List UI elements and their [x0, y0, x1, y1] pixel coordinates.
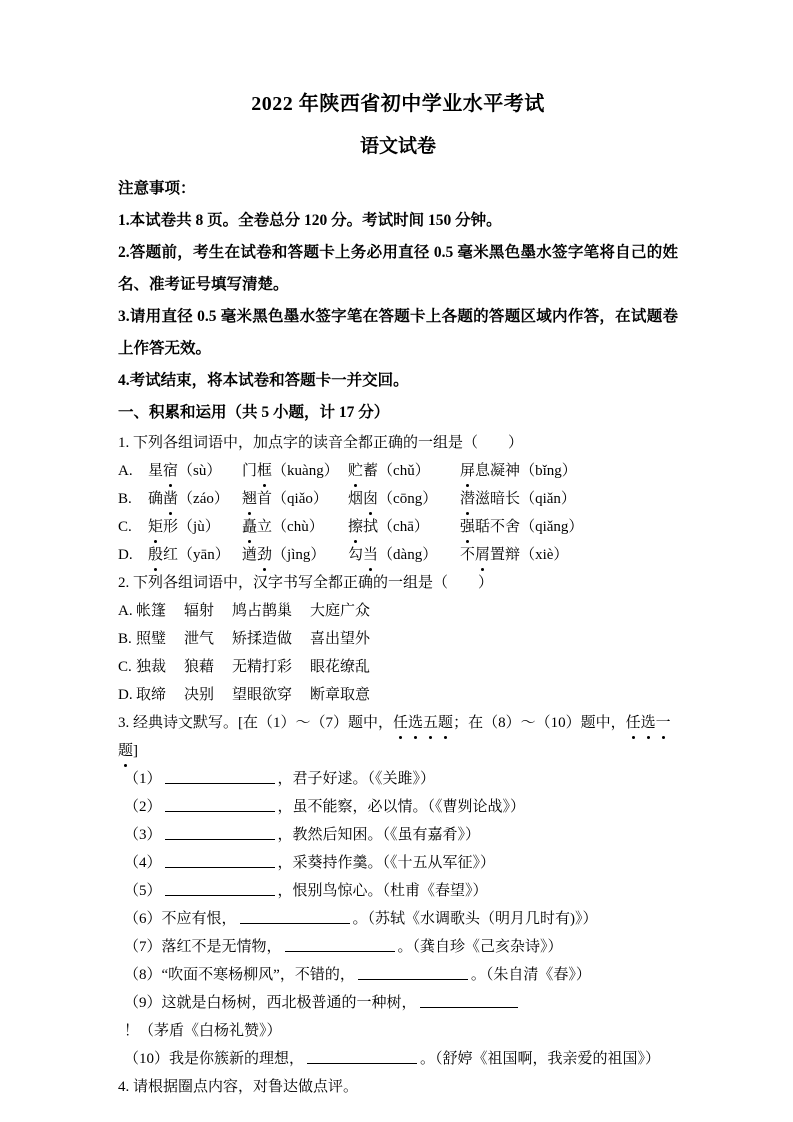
answer-blank: [165, 853, 275, 868]
q3-lines: [118, 765, 678, 1073]
pinyin: （dàng）: [378, 547, 438, 563]
section1-heading: 一、积累和运用（共 5 小题，计 17 分）: [118, 404, 390, 421]
q3-line: [124, 989, 678, 1045]
pinyin: （sù）: [178, 463, 222, 479]
q3-line-post: ，采葵持作羹。（《十五从军征》）: [277, 855, 496, 871]
q3-line-number: （4）: [124, 855, 162, 871]
q3-line: [124, 821, 678, 849]
notice-item-1: 1.本试卷共 8 页。全卷总分 120 分。考试时间 150 分钟。: [118, 212, 502, 229]
q3-line-number: （10）: [124, 1051, 170, 1067]
q3-line-number: （9）: [124, 995, 162, 1011]
q1-options: [118, 457, 678, 569]
q2-word-item: 泄气: [184, 631, 215, 647]
q3-line-post: ，教然后知困。（《虽有嘉肴》）: [277, 827, 481, 843]
q1-word-item: 贮蓄（chǔ）: [348, 457, 460, 485]
q2-options: [118, 597, 678, 709]
q3-line-number: （5）: [124, 883, 162, 899]
answer-blank: [285, 937, 395, 952]
q1-option-row: [118, 485, 678, 513]
answer-blank: [240, 909, 350, 924]
q2-word-item: 辐射: [184, 603, 215, 619]
pinyin: （jìng）: [272, 547, 326, 563]
q1-word-item: 翘首（qiǎo）: [242, 485, 348, 513]
answer-blank: [165, 881, 275, 896]
pinyin: （jù）: [178, 519, 220, 535]
notice-item-4: 4.考试结束，将本试卷和答题卡一并交回。: [118, 372, 409, 389]
q2-word-item: 望眼欲穿: [232, 687, 293, 703]
q2-word-item: 眼花缭乱: [310, 659, 371, 675]
q1-word-item: 殷红（yān）: [148, 541, 242, 569]
q1-word-item: 强聒不舍（qiǎng）: [460, 513, 678, 541]
pinyin: （qiǎng）: [520, 519, 584, 535]
q3-line-post: ，恨别鸟惊心。（杜甫《春望》）: [277, 883, 488, 899]
page-title: 2022 年陕西省初中学业水平考试: [251, 93, 545, 115]
option-label: A.: [118, 603, 133, 619]
q2-word-item: 照璧: [136, 631, 167, 647]
q2-option-row: [118, 597, 678, 625]
q3-line: [124, 765, 678, 793]
q2-word-item: 决别: [184, 687, 215, 703]
option-label: B.: [118, 631, 132, 647]
pinyin: （kuàng）: [272, 463, 339, 479]
q2-option-row: [118, 625, 678, 653]
q3-line-pre: 这就是白杨树，西北极普通的一种树，: [161, 995, 417, 1011]
pinyin: （qiǎo）: [272, 491, 328, 507]
q3-line-pre: “吹面不寒杨柳风”，不错的，: [161, 967, 355, 983]
q1-word-item: 屏息凝神（bǐng）: [460, 457, 678, 485]
q3-line: [124, 905, 678, 933]
pinyin: （xiè）: [520, 547, 569, 563]
q3-line-number: （2）: [124, 799, 162, 815]
pinyin: （chǔ）: [378, 463, 430, 479]
q1-stem: 1. 下列各组词语中，加点字的读音全都正确的一组是（ ）: [118, 435, 524, 451]
pinyin: （cōng）: [378, 491, 438, 507]
option-label: D.: [118, 547, 133, 563]
option-label: C.: [118, 659, 132, 675]
q1-word-item: 勾当（dàng）: [348, 541, 460, 569]
q2-word-item: 无精打彩: [232, 659, 293, 675]
answer-blank: [165, 797, 275, 812]
q3-line: [124, 933, 678, 961]
q1-option-row: [118, 541, 678, 569]
pinyin: （chā）: [378, 519, 429, 535]
option-label: B.: [118, 491, 132, 507]
q2-word-item: 帐篷: [136, 603, 167, 619]
q3-line: [124, 877, 678, 905]
q1-word-item: 确凿（záo）: [148, 485, 242, 513]
q3-line: [124, 849, 678, 877]
notice-heading: 注意事项：: [118, 180, 196, 197]
q2-stem: 2. 下列各组词语中，汉字书写全都正确的一组是（ ）: [118, 575, 494, 591]
pinyin: （yān）: [178, 547, 230, 563]
q3-line: [124, 793, 678, 821]
q3-line-post: 。（舒婷《祖国啊，我亲爱的祖国》）: [420, 1051, 661, 1067]
answer-blank: [307, 1049, 417, 1064]
answer-blank: [420, 993, 518, 1008]
q2-word-item: 喜出望外: [310, 631, 371, 647]
q3-line-post: 。（龚自珍《己亥杂诗》）: [397, 939, 563, 955]
q2-option-row: [118, 681, 678, 709]
answer-blank: [358, 965, 468, 980]
q3-line-post: 。（朱自清《春》）: [470, 967, 591, 983]
q3-line-post: ，君子好逑。（《关雎》）: [277, 771, 436, 787]
q3-stem: 3. 经典诗文默写。[在（1）～（7）题中，任选五题；在（8）～（10）题中，任选一题]: [118, 709, 678, 765]
q3-line-number: （8）: [124, 967, 162, 983]
q2-option-row: [118, 653, 678, 681]
pinyin: （bǐng）: [520, 463, 577, 479]
q2-word-item: 大庭广众: [310, 603, 371, 619]
q3-line-pre: 落红不是无情物，: [161, 939, 282, 955]
q1-word-item: 潜滋暗长（qiǎn）: [460, 485, 678, 513]
option-label: D.: [118, 687, 133, 703]
q3-line-post: ，虽不能察，必以情。（《曹刿论战》）: [277, 799, 526, 815]
q3-line-pre: 我是你簇新的理想，: [169, 1051, 305, 1067]
q1-word-item: 矩形（jù）: [148, 513, 242, 541]
questions: [118, 429, 678, 1101]
q3-line-number: （6）: [124, 911, 162, 927]
q1-option-row: [118, 457, 678, 485]
q2-word-item: 断章取意: [310, 687, 371, 703]
q3-line-number: （1）: [124, 771, 162, 787]
q2-word-item: 狼藉: [184, 659, 215, 675]
page-subtitle: 语文试卷: [359, 136, 436, 157]
pinyin: （qiǎn）: [520, 491, 576, 507]
q3-line-number: （7）: [124, 939, 162, 955]
q3-line-number: （3）: [124, 827, 162, 843]
answer-blank: [165, 769, 275, 784]
q1-word-item: 不屑置辩（xiè）: [460, 541, 678, 569]
q1-word-item: 烟囱（cōng）: [348, 485, 460, 513]
q2-word-item: 鸠占鹊巢: [232, 603, 293, 619]
pinyin: （záo）: [178, 491, 229, 507]
q3-line-post: 。（苏轼《水调歌头（明月几时有)》）: [352, 911, 598, 927]
q1-word-item: 擦拭（chā）: [348, 513, 460, 541]
answer-blank: [165, 825, 275, 840]
q4-stem: 4. 请根据圈点内容，对鲁达做点评。: [118, 1079, 359, 1095]
q1-word-item: 星宿（sù）: [148, 457, 242, 485]
q1-word-item: 矗立（chù）: [242, 513, 348, 541]
q3-line-post: ！（茅盾《白杨礼赞》）: [124, 1023, 282, 1039]
q1-word-item: 遒劲（jìng）: [242, 541, 348, 569]
q1-option-row: [118, 513, 678, 541]
notice-item-2: 2.答题前，考生在试卷和答题卡上务必用直径 0.5 毫米黑色墨水签字笔将自己的姓名、准考证号填写清楚。: [118, 244, 678, 293]
q2-word-item: 矫揉造做: [232, 631, 293, 647]
notice-item-3: 3.请用直径 0.5 毫米黑色墨水签字笔在答题卡上各题的答题区域内作答，在试题卷上作答无效。: [118, 308, 678, 357]
option-label: C.: [118, 519, 132, 535]
q2-word-item: 取缔: [136, 687, 167, 703]
q3-line-pre: 不应有恨，: [161, 911, 237, 927]
q3-line: [124, 1045, 678, 1073]
q3-line: [124, 961, 678, 989]
notice-section: [118, 173, 678, 397]
q2-word-item: 独裁: [136, 659, 167, 675]
option-label: A.: [118, 463, 133, 479]
q1-word-item: 门框（kuàng）: [242, 457, 348, 485]
pinyin: （chù）: [272, 519, 324, 535]
